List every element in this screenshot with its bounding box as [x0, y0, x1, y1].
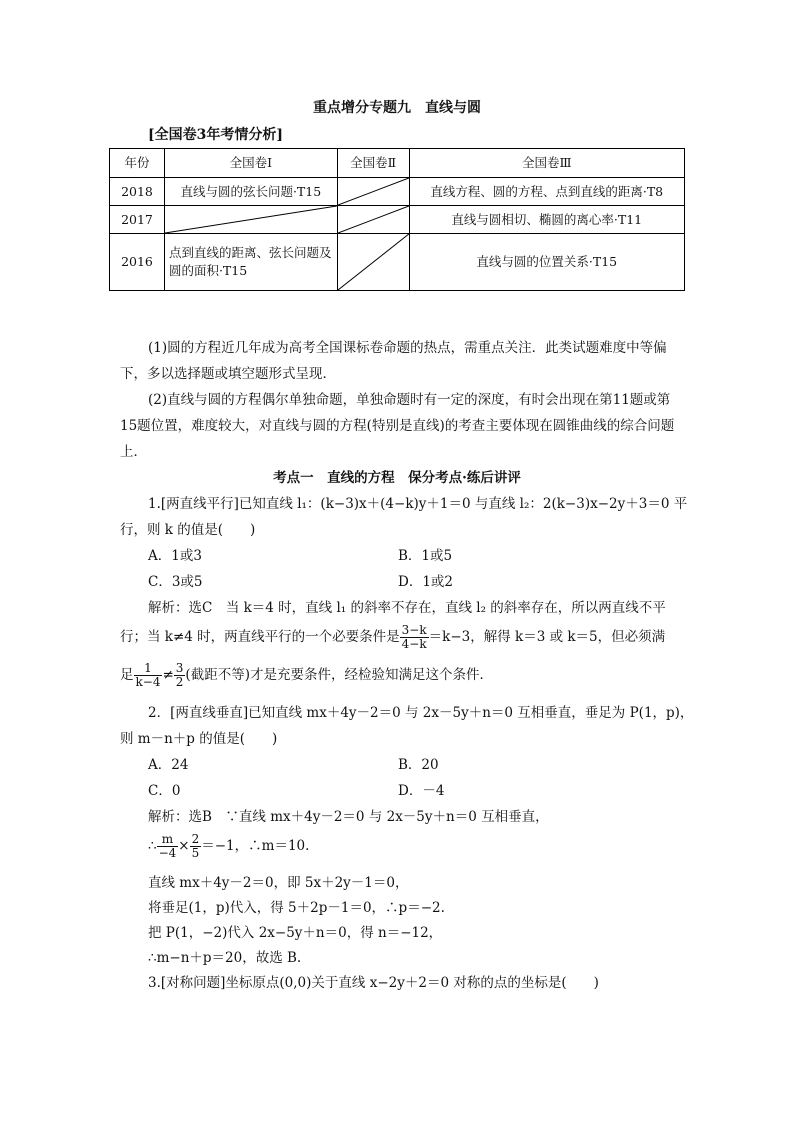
fraction-numerator: 2 — [191, 832, 200, 846]
q1-option-b: B．1或5 — [398, 548, 453, 564]
table-cell: 直线与圆的弦长问题·T15 — [164, 178, 337, 206]
q2-option-a: A．24 — [148, 757, 189, 773]
q1-option-d: D．1或2 — [398, 574, 454, 590]
section-subtitle: [全国卷3年考情分析] — [148, 127, 283, 143]
fraction-numerator: 3−k — [401, 623, 427, 637]
q2-solution-text: ∴ — [148, 838, 157, 854]
table-header-cell: 全国卷Ⅲ — [409, 149, 684, 178]
table-header-row — [110, 149, 685, 178]
analysis-paragraph-1: (1)圆的方程近几年成为高考全国课标卷命题的热点，需重点关注．此类试题难度中等偏下，多以选择题或填空题形式呈现． — [120, 340, 667, 382]
empty-diagonal-cell — [164, 206, 337, 234]
diagonal-line — [338, 206, 409, 233]
year-cell: 2018 — [110, 178, 165, 206]
fraction-numerator: 3 — [175, 661, 184, 675]
q1-fraction — [134, 662, 163, 689]
fraction-numerator: 1 — [134, 662, 163, 676]
fraction-denominator: 4−k — [401, 637, 427, 651]
q1-option-c: C．3或5 — [148, 574, 203, 590]
q1-stem-line2: 行，则 k 的值是( ) — [120, 522, 256, 538]
q2-solution-line6: ∴m−n＋p＝20，故选 B. — [148, 950, 302, 966]
q1-option-a: A．1或3 — [148, 548, 202, 564]
q2-option-c: C．0 — [148, 783, 181, 799]
page-title: 重点增分专题九 直线与圆 — [313, 100, 481, 116]
q1-solution-line2 — [120, 622, 665, 652]
analysis-paragraph-2: (2)直线与圆的方程偶尔单独命题，单独命题时有一定的深度，有时会出现在第11题或第15题位置，难度较大，对直线与圆的方程(特别是直线)的考查主要体现在圆锥曲线的综合问题上． — [120, 392, 675, 460]
q2-option-d: D．－4 — [398, 783, 445, 799]
table-cell: 直线与圆的位置关系·T15 — [409, 234, 684, 291]
not-equal-sign: ≠ — [162, 667, 174, 683]
q1-solution-line3 — [120, 660, 493, 690]
empty-diagonal-cell — [337, 178, 409, 206]
q2-stem-line1: 2．[两直线垂直]已知直线 mx＋4y－2＝0 与 2x－5y＋n＝0 互相垂直，垂足为 P(1，p)， — [148, 705, 694, 721]
table-cell: 直线与圆相切、椭圆的离心率·T11 — [409, 206, 684, 234]
q2-solution-line5: 把 P(1，−2)代入 2x−5y＋n＝0，得 n＝−12， — [148, 925, 443, 941]
table-row — [110, 206, 685, 234]
q1-solution-text: (截距不等)才是充要条件，经检验知满足这个条件． — [185, 667, 493, 683]
table-header-cell: 全国卷Ⅰ — [164, 149, 337, 178]
table-header-cell: 年份 — [110, 149, 165, 178]
diagonal-line — [338, 178, 409, 205]
empty-diagonal-cell — [337, 234, 409, 291]
q1-solution-text: 行；当 k≠4 时，两直线平行的一个必要条件是 — [120, 629, 400, 645]
fraction-denominator: 2 — [175, 675, 184, 689]
year-cell: 2016 — [110, 234, 165, 291]
diagonal-line — [165, 206, 337, 233]
q2-fraction — [157, 833, 179, 860]
q2-solution-text: ＝−1，∴m＝10. — [201, 838, 310, 854]
table-row — [110, 178, 685, 206]
diagonal-line — [338, 234, 409, 290]
exam-analysis-table — [109, 148, 685, 291]
times-sign: × — [178, 838, 190, 854]
table-header-cell: 全国卷Ⅱ — [337, 149, 409, 178]
q2-option-b: B．20 — [398, 757, 439, 773]
year-cell: 2017 — [110, 206, 165, 234]
q1-solution-text: 足 — [120, 667, 134, 683]
q1-solution-line1: 解析：选C 当 k＝4 时，直线 l₁ 的斜率不存在，直线 l₂ 的斜率存在，所以两直线不平 — [148, 600, 666, 616]
q1-stem-line1: 1.[两直线平行]已知直线 l₁：(k−3)x＋(4−k)y＋1＝0 与直线 l₂：2(k−3)x−2y＋3＝0 平 — [148, 496, 688, 512]
table-cell: 点到直线的距离、弦长问题及圆的面积·T15 — [164, 234, 337, 291]
q2-solution-line3: 直线 mx＋4y－2＝0，即 5x＋2y－1＝0， — [148, 875, 409, 891]
fraction-denominator: −4 — [158, 846, 177, 860]
q3-stem: 3.[对称问题]坐标原点(0,0)关于直线 x−2y＋2＝0 对称的点的坐标是( ) — [148, 975, 599, 991]
q2-stem-line2: 则 m－n＋p 的值是( ) — [120, 731, 278, 747]
fraction-denominator: 5 — [191, 846, 200, 860]
empty-diagonal-cell — [337, 206, 409, 234]
q1-fraction — [174, 662, 186, 689]
section-heading: 考点一 直线的方程 保分考点·练后讲评 — [273, 470, 521, 486]
fraction-denominator: k−4 — [135, 675, 161, 689]
table-row — [110, 234, 685, 291]
q1-solution-text: ＝k−3，解得 k＝3 或 k＝5，但必须满 — [428, 629, 666, 645]
fraction-numerator: m — [157, 833, 179, 847]
q2-fraction — [190, 833, 202, 860]
q1-fraction — [400, 624, 429, 651]
table-cell: 直线方程、圆的方程、点到直线的距离·T8 — [409, 178, 684, 206]
q2-solution-line1: 解析：选B ∵直线 mx＋4y－2＝0 与 2x－5y＋n＝0 互相垂直， — [148, 809, 549, 825]
q2-solution-line2 — [148, 830, 309, 862]
q2-solution-line4: 将垂足(1，p)代入，得 5＋2p－1＝0，∴p＝−2. — [148, 900, 445, 916]
